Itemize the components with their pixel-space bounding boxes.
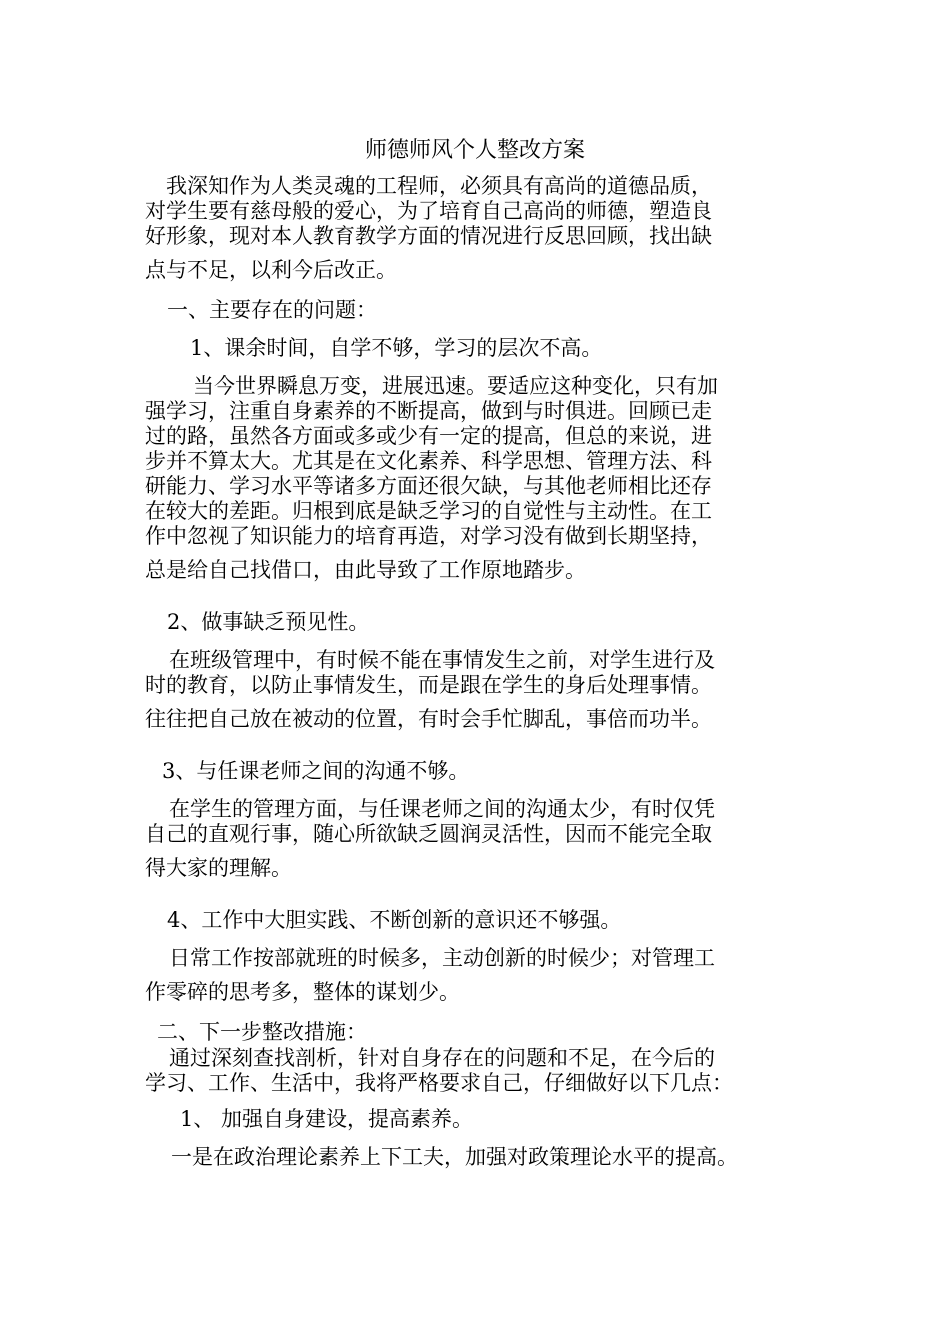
item3-heading: 3、与任课老师之间的沟通不够。: [162, 759, 470, 783]
item3-paragraph: [145, 797, 817, 881]
item2-heading: 2、做事缺乏预见性。: [167, 610, 370, 634]
intro-line: 我深知作为人类灵魂的工程师，必须具有高尚的道德品质，: [166, 174, 712, 198]
intro-line: 对学生要有慈母般的爱心，为了培育自己高尚的师德，塑造良: [145, 199, 712, 223]
item1-line: 过的路，虽然各方面或多或少有一定的提高，但总的来说，进: [145, 424, 712, 448]
document-title: 师德师风个人整改方案: [364, 138, 585, 163]
measure1-heading: 1、 加强自身建设，提高素养。: [180, 1107, 474, 1131]
section2-line: 通过深刻查找剖析，针对自身存在的问题和不足，在今后的: [169, 1046, 715, 1070]
item4-line: 作零碎的思考多，整体的谋划少。: [145, 980, 460, 1004]
item3-line: 自己的直观行事，随心所欲缺乏圆润灵活性，因而不能完全取: [145, 822, 712, 846]
item2-line: 往往把自己放在被动的位置，有时会手忙脚乱，事倍而功半。: [145, 707, 712, 731]
section2-line: 学习、工作、生活中，我将严格要求自己，仔细做好以下几点：: [145, 1071, 733, 1095]
item1-line: 总是给自己找借口，由此导致了工作原地踏步。: [145, 558, 586, 582]
intro-paragraph: [145, 174, 817, 283]
item4-heading: 4、工作中大胆实践、不断创新的意识还不够强。: [167, 908, 622, 932]
intro-line: 好形象，现对本人教育教学方面的情况进行反思回顾，找出缺: [145, 224, 712, 248]
item2-line: 在班级管理中，有时候不能在事情发生之前，对学生进行及: [169, 648, 715, 672]
item1-line: 当今世界瞬息万变，进展迅速。要适应这种变化，只有加: [193, 374, 718, 398]
item3-line: 得大家的理解。: [145, 856, 292, 880]
measure1-line: 一是在政治理论素养上下工夫，加强对政策理论水平的提高。: [171, 1145, 738, 1169]
item1-heading: 1、课余时间，自学不够，学习的层次不高。: [190, 336, 603, 360]
item1-paragraph: [145, 374, 817, 583]
section2-heading: 二、下一步整改措施：: [157, 1020, 367, 1044]
item1-line: 作中忽视了知识能力的培育再造，对学习没有做到长期坚持，: [145, 524, 712, 548]
section2-paragraph: [145, 1046, 817, 1096]
item1-line: 步并不算太大。尤其是在文化素养、科学思想、管理方法、科: [145, 449, 712, 473]
item1-line: 研能力、学习水平等诸多方面还很欠缺，与其他老师相比还存: [145, 474, 712, 498]
intro-line: 点与不足，以利今后改正。: [145, 258, 397, 282]
item2-line: 时的教育，以防止事情发生，而是跟在学生的身后处理事情。: [145, 673, 712, 697]
item4-line: 日常工作按部就班的时候多，主动创新的时候少；对管理工: [169, 946, 715, 970]
item1-line: 强学习，注重自身素养的不断提高，做到与时俱进。回顾已走: [145, 399, 712, 423]
item2-paragraph: [145, 648, 817, 732]
item4-paragraph: [145, 946, 817, 1005]
item3-line: 在学生的管理方面，与任课老师之间的沟通太少，有时仅凭: [169, 797, 715, 821]
section1-heading: 一、主要存在的问题：: [167, 298, 377, 322]
item1-line: 在较大的差距。归根到底是缺乏学习的自觉性与主动性。在工: [145, 499, 712, 523]
